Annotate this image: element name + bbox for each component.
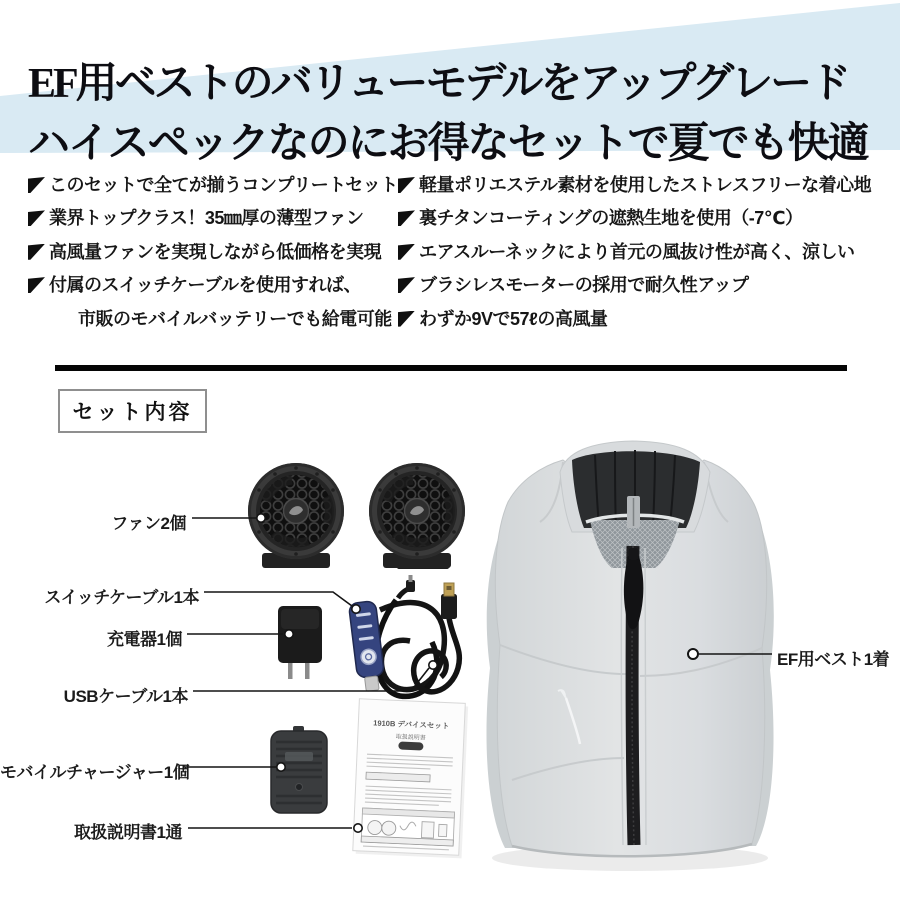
leader-dot (352, 605, 360, 613)
feature-item (28, 202, 403, 235)
flag-icon (28, 244, 45, 260)
feature-text: 付属のスイッチケーブルを使用すれば、 (49, 275, 361, 296)
feature-text: ブラシレスモーターの採用で耐久性アップ (419, 275, 749, 296)
feature-item (398, 303, 898, 336)
feature-item (398, 202, 898, 235)
label-fans: ファン2個 (111, 514, 186, 533)
flag-icon (398, 277, 415, 293)
set-contents-heading: セット内容 (58, 389, 207, 433)
leader-dot (277, 763, 285, 771)
flag-icon (398, 311, 415, 327)
feature-text: 市販のモバイルバッテリーでも給電可能 (78, 308, 392, 329)
switch-cable-illustration (348, 575, 444, 696)
leader-dot (354, 824, 362, 832)
feature-text: このセットで全てが揃うコンプリートセット (49, 175, 398, 195)
label-usb-cable: USBケーブル1本 (63, 687, 188, 706)
feature-text: 業界トップクラス！35㎜厚の薄型ファン (49, 208, 364, 229)
leader-dot (257, 514, 265, 522)
feature-item (28, 269, 403, 302)
feature-list-left (28, 169, 403, 336)
section-divider (55, 365, 847, 371)
feature-item (398, 269, 898, 302)
feature-text: 軽量ポリエステル素材を使用したストレスフリーな着心地 (419, 175, 872, 195)
headline-line-1: EF用ベストのバリューモデルをアップグレード (28, 61, 849, 107)
label-mobile-charger: モバイルチャージャー1個 (0, 763, 190, 782)
feature-text: 高風量ファンを実現しながら低価格を実現 (49, 241, 382, 262)
label-vest: EF用ベスト1着 (777, 650, 890, 669)
vest-illustration (486, 441, 773, 871)
feature-text: エアスルーネックにより首元の風抜け性が高く、涼しい (419, 241, 855, 262)
feature-item (398, 169, 898, 202)
feature-text: わずか9Vで57ℓの高風量 (419, 308, 608, 329)
leader-dot (285, 630, 293, 638)
fans-illustration (248, 463, 465, 569)
flag-icon (398, 177, 415, 193)
feature-item (28, 169, 403, 202)
set-contents-art (0, 430, 900, 900)
manual-title: 1910B デバイスセット (373, 718, 450, 731)
flag-icon (28, 177, 45, 193)
feature-text: 裏チタンコーティングの遮熱生地を使用（-7℃） (419, 208, 803, 229)
label-manual: 取扱説明書1通 (74, 823, 182, 842)
flag-icon (28, 277, 45, 293)
manual-subtitle: 取扱説明書 (395, 734, 426, 742)
feature-item (398, 236, 898, 269)
feature-item (28, 236, 403, 269)
headline-line-2: ハイスペックなのにお得なセットで夏でも快適 (28, 121, 868, 167)
manual-illustration (353, 699, 469, 859)
feature-item-continuation (28, 303, 403, 336)
leader-dot (429, 661, 437, 669)
label-charger: 充電器1個 (107, 630, 182, 649)
flag-icon (398, 244, 415, 260)
feature-list-right (398, 169, 898, 336)
label-switch-cable: スイッチケーブル1本 (44, 588, 199, 607)
charger-illustration (278, 606, 322, 679)
flag-icon (398, 210, 415, 226)
leader-dot (688, 649, 698, 659)
flag-icon (28, 210, 45, 226)
